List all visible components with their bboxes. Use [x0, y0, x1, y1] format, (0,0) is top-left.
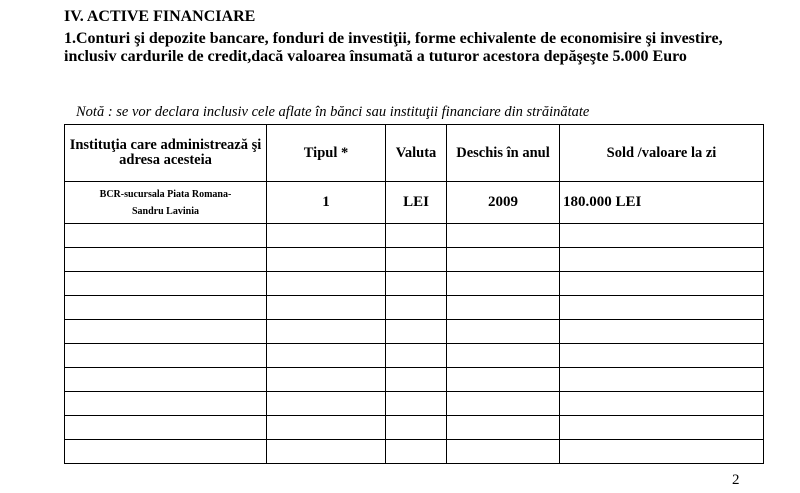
section-title: IV. ACTIVE FINANCIARE [64, 8, 256, 25]
header-currency: Valuta [386, 125, 447, 182]
empty-table-row [65, 296, 764, 320]
institution-name: BCR-sucursala Piata Romana- [99, 188, 232, 200]
empty-table-row [65, 440, 764, 464]
institution-contact: Sandru Lavinia [132, 205, 199, 217]
cell-institution [65, 182, 267, 224]
page-number: 2 [732, 472, 740, 488]
empty-table-row [65, 224, 764, 248]
header-opened-year: Deschis în anul [447, 125, 560, 182]
table-header-row [65, 125, 764, 182]
empty-table-row [65, 392, 764, 416]
cell-opened-year: 2009 [447, 182, 560, 224]
header-type: Tipul * [267, 125, 386, 182]
header-institution: Instituţia care administrează şi adresa acesteia [65, 125, 267, 182]
declaration-note: Notă : se vor declara inclusiv cele aflate în bănci sau instituţii financiare din străinătate [76, 104, 590, 120]
header-balance: Sold /valoare la zi [560, 125, 764, 182]
section-description: 1.Conturi şi depozite bancare, fonduri de investiţii, forme echivalente de economisire şi investire, inclusiv cardurile de credit,dacă valoarea însumată a tuturor acestora depăşeşte 5.000 Euro [64, 30, 723, 65]
financial-assets-table [64, 124, 764, 464]
cell-type: 1 [267, 182, 386, 224]
empty-table-row [65, 320, 764, 344]
empty-table-row [65, 272, 764, 296]
cell-currency: LEI [386, 182, 447, 224]
table-row [65, 182, 764, 224]
cell-balance: 180.000 LEI [560, 182, 764, 224]
empty-table-row [65, 344, 764, 368]
empty-table-row [65, 416, 764, 440]
empty-table-row [65, 368, 764, 392]
empty-table-row [65, 248, 764, 272]
